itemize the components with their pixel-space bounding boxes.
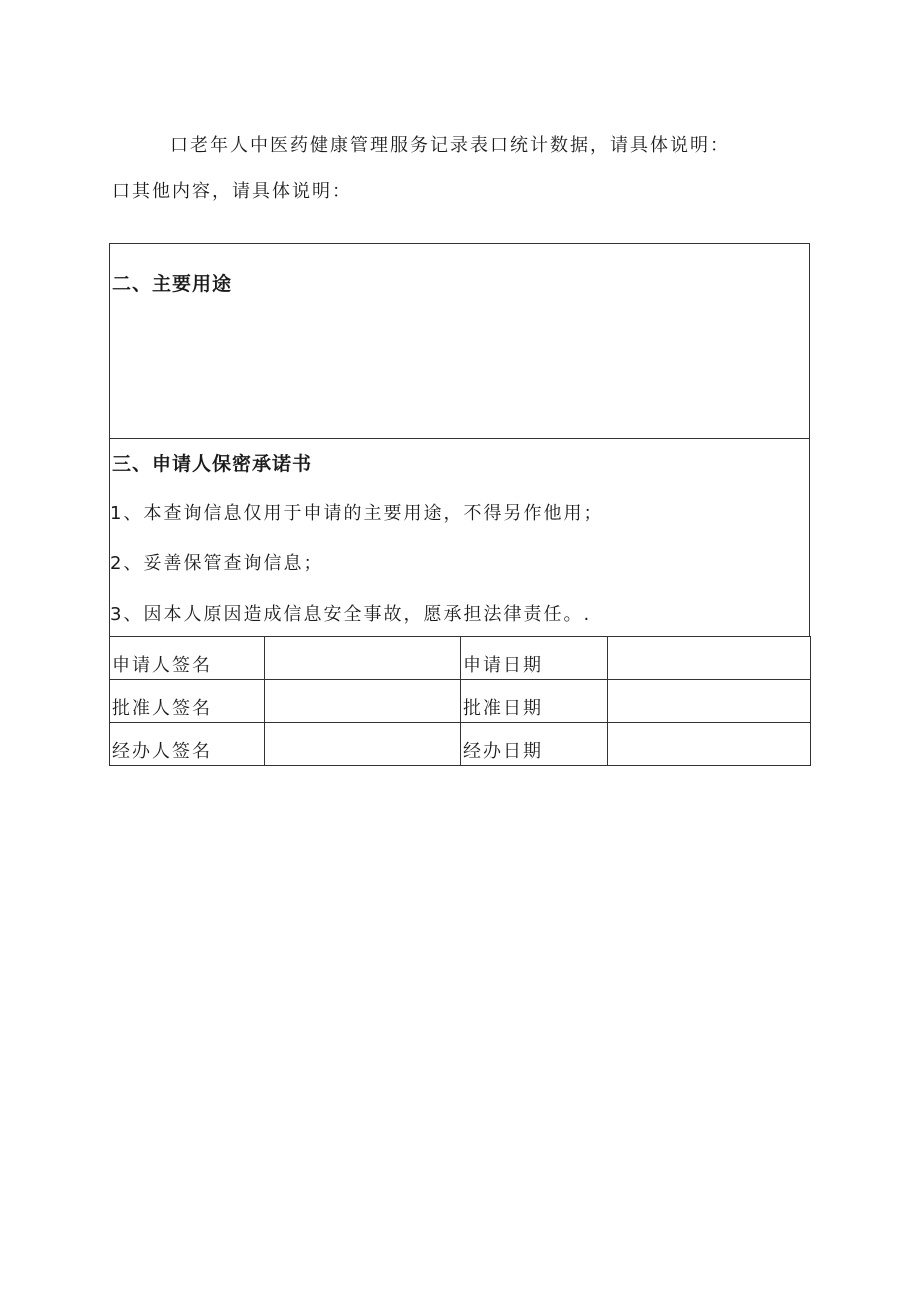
handling-date-label: 经办日期	[461, 723, 608, 766]
table-row	[110, 637, 811, 680]
table-row	[110, 680, 811, 723]
confidentiality-pledge-heading: 三、申请人保密承诺书	[112, 453, 313, 475]
applicant-signature-label: 申请人签名	[110, 637, 265, 680]
application-date-field[interactable]	[608, 637, 811, 680]
pledge-item-1: 1、本查询信息仅用于申请的主要用途，不得另作他用；	[110, 503, 604, 524]
handling-date-field[interactable]	[608, 723, 811, 766]
main-purpose-section	[109, 243, 810, 439]
applicant-signature-field[interactable]	[265, 637, 461, 680]
confidentiality-pledge-section	[109, 438, 810, 637]
approver-signature-field[interactable]	[265, 680, 461, 723]
table-row	[110, 723, 811, 766]
handler-signature-field[interactable]	[265, 723, 461, 766]
signature-table	[109, 636, 811, 766]
handler-signature-label: 经办人签名	[110, 723, 265, 766]
approval-date-field[interactable]	[608, 680, 811, 723]
application-date-label: 申请日期	[461, 637, 608, 680]
option-other-content: 口其他内容，请具体说明：	[112, 181, 352, 202]
approval-date-label: 批准日期	[461, 680, 608, 723]
approver-signature-label: 批准人签名	[110, 680, 265, 723]
main-purpose-heading: 二、主要用途	[112, 273, 233, 295]
pledge-item-2: 2、妥善保管查询信息；	[110, 553, 324, 574]
option-elderly-tcm-record: 口老年人中医药健康管理服务记录表口统计数据，请具体说明：	[170, 135, 730, 156]
pledge-item-3: 3、因本人原因造成信息安全事故，愿承担法律责任。.	[110, 604, 592, 625]
